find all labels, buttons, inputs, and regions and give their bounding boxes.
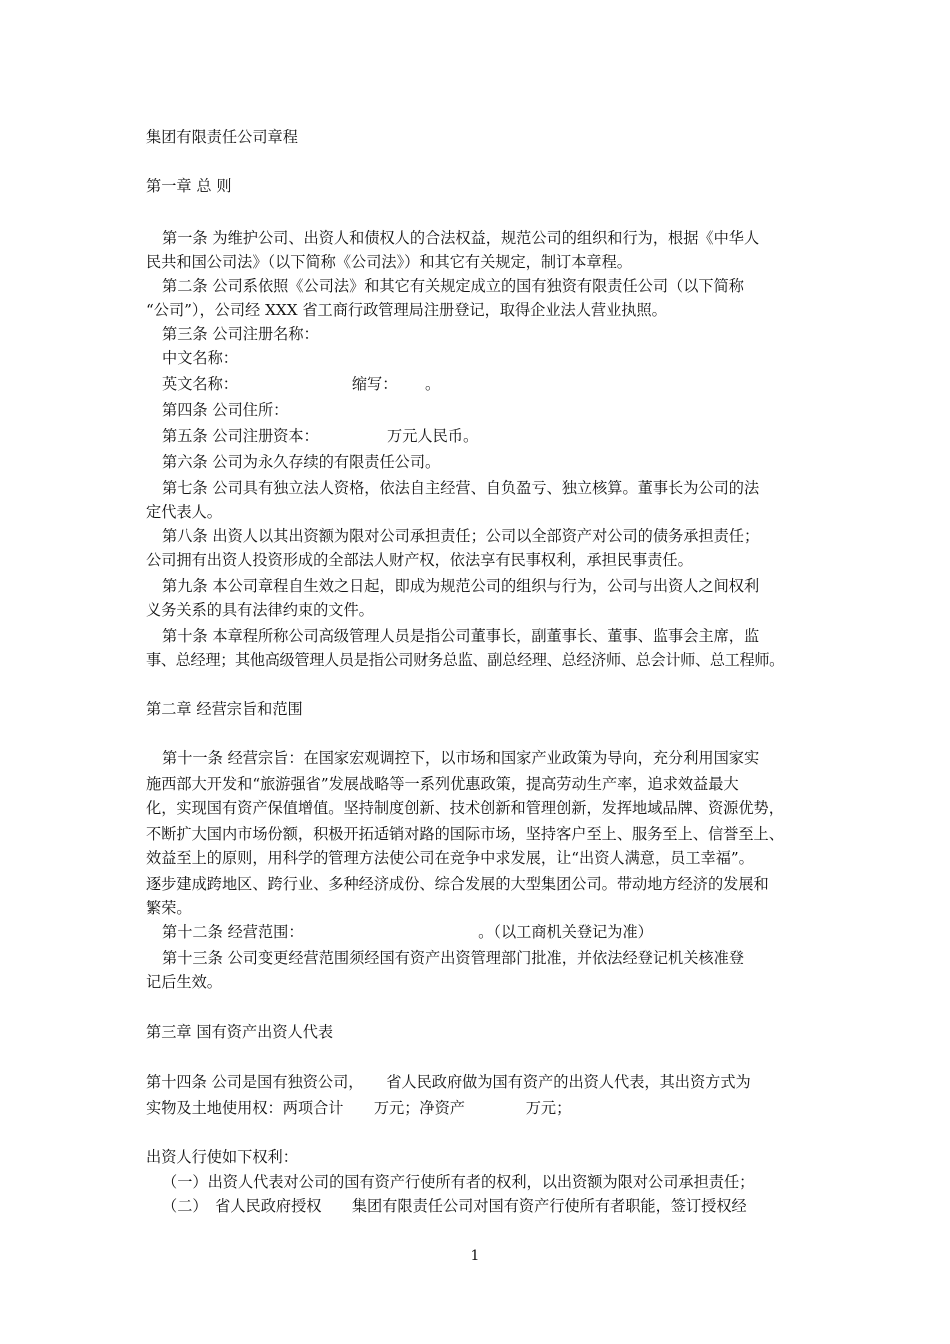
article-2-line-2: “公司”），公司经 XXX 省工商行政管理局注册登记，取得企业法人营业执照。 — [146, 301, 667, 319]
article-11-line-5: 效益至上的原则，用科学的管理方法使公司在竞争中求发展，让“出资人满意，员工幸福”。 — [146, 849, 754, 867]
page-number: 1 — [470, 1248, 480, 1264]
article-6: 第六条 公司为永久存续的有限责任公司。 — [162, 453, 441, 471]
article-8-line-2: 公司拥有出资人投资形成的全部法人财产权，依法享有民事权利，承担民事责任。 — [146, 551, 693, 569]
right-2: （二） 省人民政府授权 集团有限责任公司对国有资产行使所有者职能，签订授权经 — [162, 1197, 747, 1215]
chapter-2-heading: 第二章 经营宗旨和范围 — [146, 700, 303, 718]
article-7-line-2: 定代表人。 — [146, 503, 222, 521]
article-2-line-1: 第二条 公司系依照《公司法》和其它有关规定成立的国有独资有限责任公司（以下简称 — [162, 277, 744, 295]
article-9-line-1: 第九条 本公司章程自生效之日起，即成为规范公司的组织与行为，公司与出资人之间权利 — [162, 577, 760, 595]
article-7-line-1: 第七条 公司具有独立法人资格，依法自主经营、自负盈亏、独立核算。董事长为公司的法 — [162, 479, 760, 497]
article-10-line-2: 事、总经理；其他高级管理人员是指公司财务总监、副总经理、总经济师、总会计师、总工程师。 — [146, 651, 785, 669]
article-11-line-2: 施西部大开发和“旅游强省”发展战略等一系列优惠政策，提高劳动生产率，追求效益最大 — [146, 775, 739, 793]
article-8-line-1: 第八条 出资人以其出资额为限对公司承担责任；公司以全部资产对公司的债务承担责任； — [162, 527, 760, 545]
article-11-line-4: 不断扩大国内市场份额，积极开拓适销对路的国际市场，坚持客户至上、服务至上、信誉至上、 — [146, 825, 784, 843]
rights-intro: 出资人行使如下权利： — [146, 1148, 298, 1166]
article-3: 第三条 公司注册名称： — [162, 325, 319, 343]
document-title: 集团有限责任公司章程 — [146, 128, 298, 146]
article-11-line-6: 逐步建成跨地区、跨行业、多种经济成份、综合发展的大型集团公司。带动地方经济的发展和 — [146, 875, 769, 893]
article-13-line-1: 第十三条 公司变更经营范围须经国有资产出资管理部门批准，并依法经登记机关核准登 — [162, 949, 744, 967]
article-4: 第四条 公司住所： — [162, 401, 289, 419]
chapter-3-heading: 第三章 国有资产出资人代表 — [146, 1023, 334, 1041]
chapter-1-heading: 第一章 总 则 — [146, 177, 232, 195]
article-9-line-2: 义务关系的具有法律约束的文件。 — [146, 601, 374, 619]
article-3-chinese-name: 中文名称： — [162, 349, 238, 367]
article-12: 第十二条 经营范围： 。（以工商机关登记为准） — [162, 923, 653, 941]
article-14-line-2: 实物及土地使用权：两项合计 万元；净资产 万元； — [146, 1099, 572, 1117]
article-3-english-name: 英文名称： 缩写： 。 — [162, 375, 441, 393]
right-1: （一）出资人代表对公司的国有资产行使所有者的权利，以出资额为限对公司承担责任； — [162, 1173, 755, 1191]
article-5: 第五条 公司注册资本： 万元人民币。 — [162, 427, 479, 445]
article-1-line-1: 第一条 为维护公司、出资人和债权人的合法权益，规范公司的组织和行为，根据《中华人 — [162, 229, 760, 247]
article-11-line-7: 繁荣。 — [146, 899, 192, 917]
article-13-line-2: 记后生效。 — [146, 973, 222, 991]
article-1-line-2: 民共和国公司法》（以下简称《公司法》）和其它有关规定，制订本章程。 — [146, 253, 632, 271]
article-11-line-3: 化，实现国有资产保值增值。坚持制度创新、技术创新和管理创新，发挥地域品牌、资源优势， — [146, 799, 784, 817]
article-10-line-1: 第十条 本章程所称公司高级管理人员是指公司董事长，副董事长、董事、监事会主席，监 — [162, 627, 760, 645]
article-11-line-1: 第十一条 经营宗旨：在国家宏观调控下，以市场和国家产业政策为导向，充分利用国家实 — [162, 749, 760, 767]
article-14-line-1: 第十四条 公司是国有独资公司， 省人民政府做为国有资产的出资人代表，其出资方式为 — [146, 1073, 751, 1091]
